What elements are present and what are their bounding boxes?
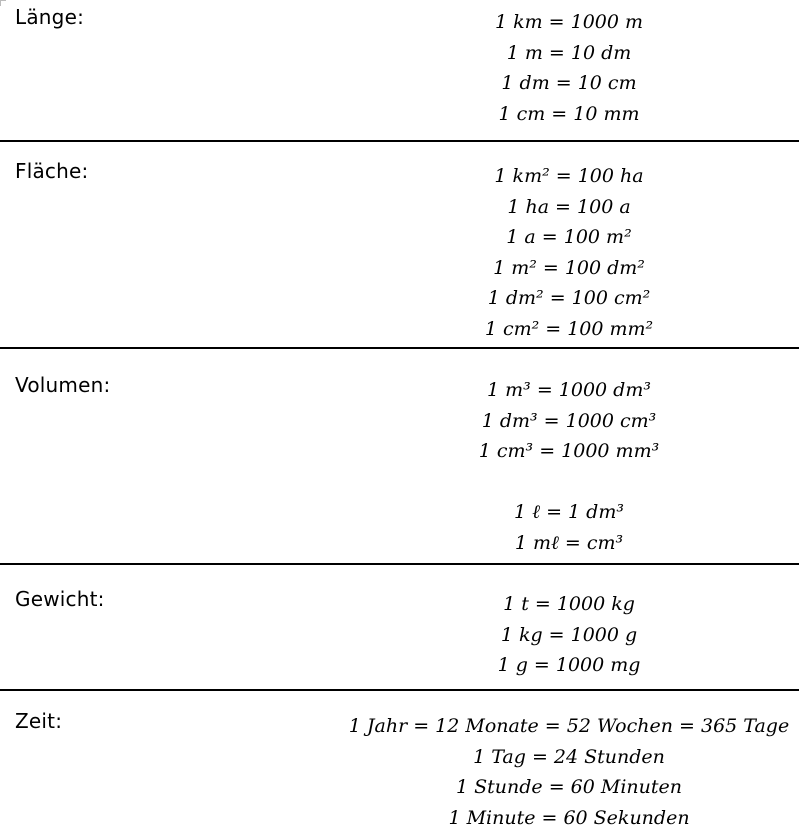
formula: 1 km² = 100 ha <box>494 165 644 187</box>
formula-spacer <box>340 467 798 498</box>
formula-list-laenge <box>340 7 798 129</box>
formula: 1 Minute = 60 Sekunden <box>448 806 690 829</box>
formula-list-gewicht <box>340 589 798 681</box>
formula: 1 t = 1000 kg <box>503 593 635 615</box>
formula: 1 dm² = 100 cm² <box>487 287 651 310</box>
section-divider <box>0 689 799 691</box>
section-label-zeit: Zeit: <box>15 709 63 733</box>
formula: 1 cm² = 100 mm² <box>484 317 654 340</box>
section-label-laenge: Länge: <box>15 5 85 29</box>
formula-list-volumen <box>340 375 798 559</box>
formula-list-flaeche <box>340 161 798 345</box>
formula: 1 kg = 1000 g <box>500 623 638 646</box>
section-label-flaeche: Fläche: <box>15 159 89 183</box>
formula: 1 cm³ = 1000 mm³ <box>478 440 660 463</box>
formula: 1 ℓ = 1 dm³ <box>514 501 624 524</box>
formula: 1 mℓ = cm³ <box>514 531 624 554</box>
section-label-gewicht: Gewicht: <box>15 587 105 611</box>
section-divider <box>0 563 799 565</box>
section-divider <box>0 140 799 142</box>
formula: 1 m = 10 dm <box>506 41 632 64</box>
formula: 1 a = 100 m² <box>506 226 632 249</box>
formula: 1 dm = 10 cm <box>501 72 637 95</box>
formula: 1 km = 1000 m <box>494 11 644 33</box>
formula: 1 m² = 100 dm² <box>493 256 645 279</box>
section-divider <box>0 347 799 349</box>
formula: 1 Jahr = 12 Monate = 52 Wochen = 365 Tage <box>348 715 790 737</box>
page-corner-mark <box>0 0 6 6</box>
formula: 1 g = 1000 mg <box>497 654 641 677</box>
formula: 1 Stunde = 60 Minuten <box>456 776 682 799</box>
formula: 1 m³ = 1000 dm³ <box>487 379 651 401</box>
formula: 1 ha = 100 a <box>507 195 631 218</box>
formula: 1 cm = 10 mm <box>498 102 640 125</box>
section-label-volumen: Volumen: <box>15 373 111 397</box>
formula-list-zeit <box>340 711 798 833</box>
formula: 1 Tag = 24 Stunden <box>473 745 665 768</box>
formula: 1 dm³ = 1000 cm³ <box>481 409 657 432</box>
